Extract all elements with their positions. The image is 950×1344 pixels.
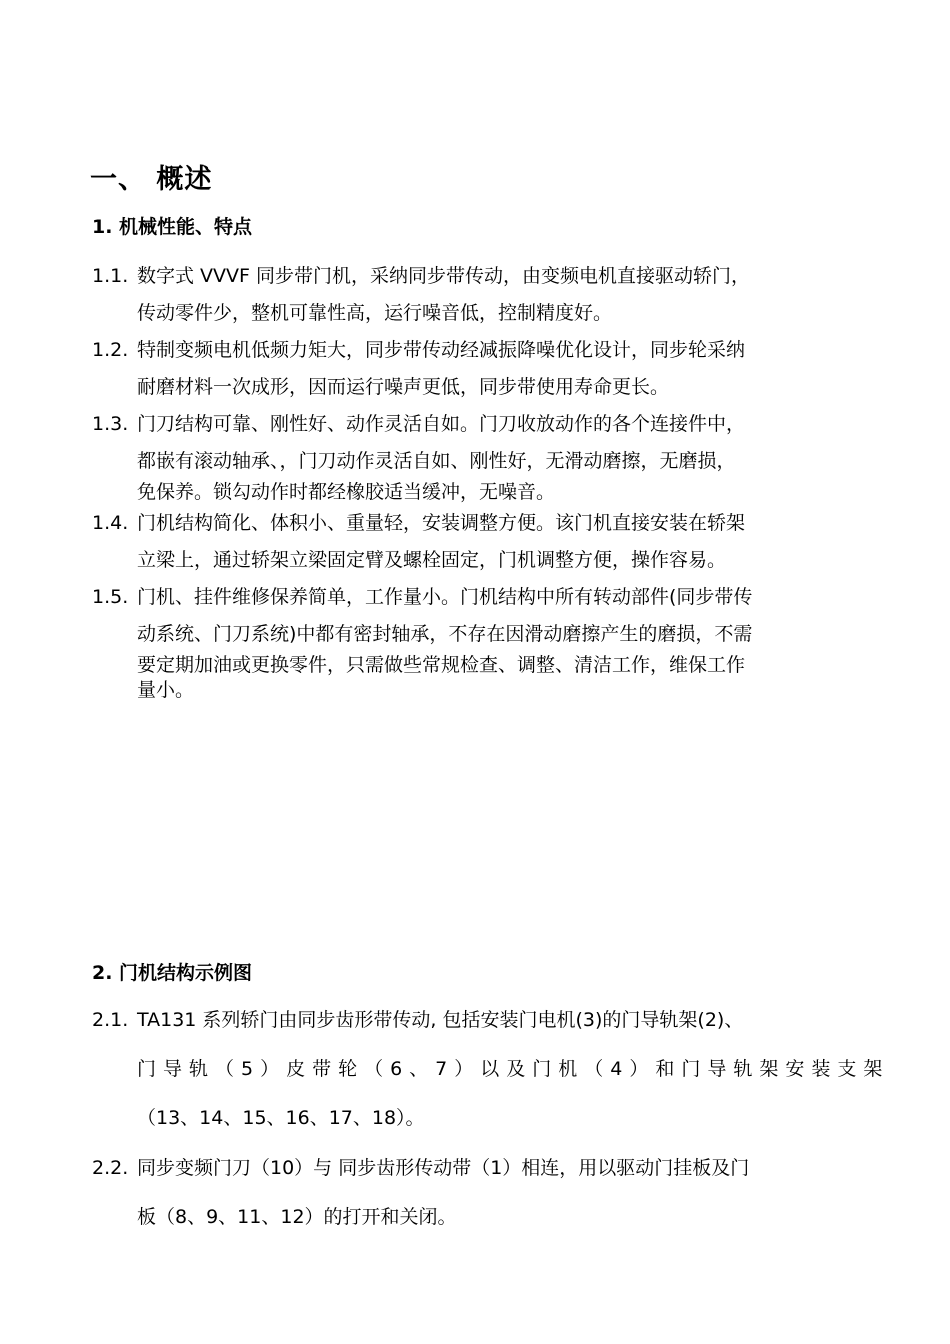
text-line: 门刀结构可靠、刚性好、动作灵活自如。门刀收放动作的各个连接件中， [137,413,746,435]
text-line: 数字式 VVVF 同步带门机，采纳同步带传动，由变频电机直接驱动轿门， [137,265,751,287]
item-text [137,505,862,579]
section-title-mechanical-features: 1. 机械性能、特点 [92,216,253,238]
text-line: 要定期加油或更换零件，只需做些常规检查、调整、清洁工作，维保工作 [137,654,746,676]
text-line: 立梁上，通过轿架立梁固定臂及螺栓固定，门机调整方便，操作容易。 [137,549,727,571]
item-number: 1.1. [92,265,129,287]
section-title-structure-diagram: 2. 门机结构示例图 [92,962,253,984]
text-line: 门机结构简化、体积小、重量轻，安装调整方便。该门机直接安装在轿架 [137,512,746,534]
list-item-2-1 [92,996,890,1143]
list-item-1-3 [92,406,862,505]
text-line: 特制变频电机低频力矩大，同步带传动经减振降噪优化设计，同步轮采纳 [137,339,746,361]
text-line: 传动零件少，整机可靠性高，运行噪音低，控制精度好。 [137,302,613,324]
list-item-2-2 [92,1144,862,1242]
text-line: 免保养。锁勾动作时都经橡胶适当缓冲，无噪音。 [137,481,556,503]
text-line: 动系统、门刀系统)中都有密封轴承，不存在因滑动磨擦产生的磨损，不需 [137,623,753,645]
chapter-title: 一、 概述 [90,164,213,195]
item-text [137,258,862,332]
text-line: 门导轨（5）皮带轮（6、7）以及门机（4）和门导轨架安装支架 [137,1058,890,1080]
list-item-1-5 [92,579,862,703]
item-number: 2.1. [92,1009,129,1031]
item-number: 1.3. [92,413,129,435]
item-text [137,406,862,505]
item-text [137,579,862,703]
text-line: 量小。 [137,679,195,701]
item-number: 2.2. [92,1157,129,1179]
item-text [137,332,862,406]
text-line: 都嵌有滚动轴承、，门刀动作灵活自如、刚性好，无滑动磨擦，无磨损， [137,450,736,472]
item-text [137,1144,862,1242]
item-text [137,996,890,1143]
item-number: 1.4. [92,512,129,534]
text-line: TA131 系列轿门由同步齿形带传动, 包括安装门电机(3)的门导轨架(2)、 [137,1009,744,1031]
item-number: 1.2. [92,339,129,361]
list-item-1-2 [92,332,862,406]
text-line: 同步变频门刀（10）与 同步齿形传动带（1）相连，用以驱动门挂板及门 [137,1157,750,1179]
text-line: 门机、挂件维修保养简单，工作量小。门机结构中所有转动部件(同步带传 [137,586,753,608]
list-item-1-1 [92,258,862,332]
text-line: 板（8、9、11、12）的打开和关闭。 [137,1206,457,1228]
item-number: 1.5. [92,586,129,608]
text-line: （13、14、15、16、17、18）。 [137,1107,425,1129]
text-line: 耐磨材料一次成形，因而运行噪声更低，同步带使用寿命更长。 [137,376,670,398]
list-item-1-4 [92,505,862,579]
